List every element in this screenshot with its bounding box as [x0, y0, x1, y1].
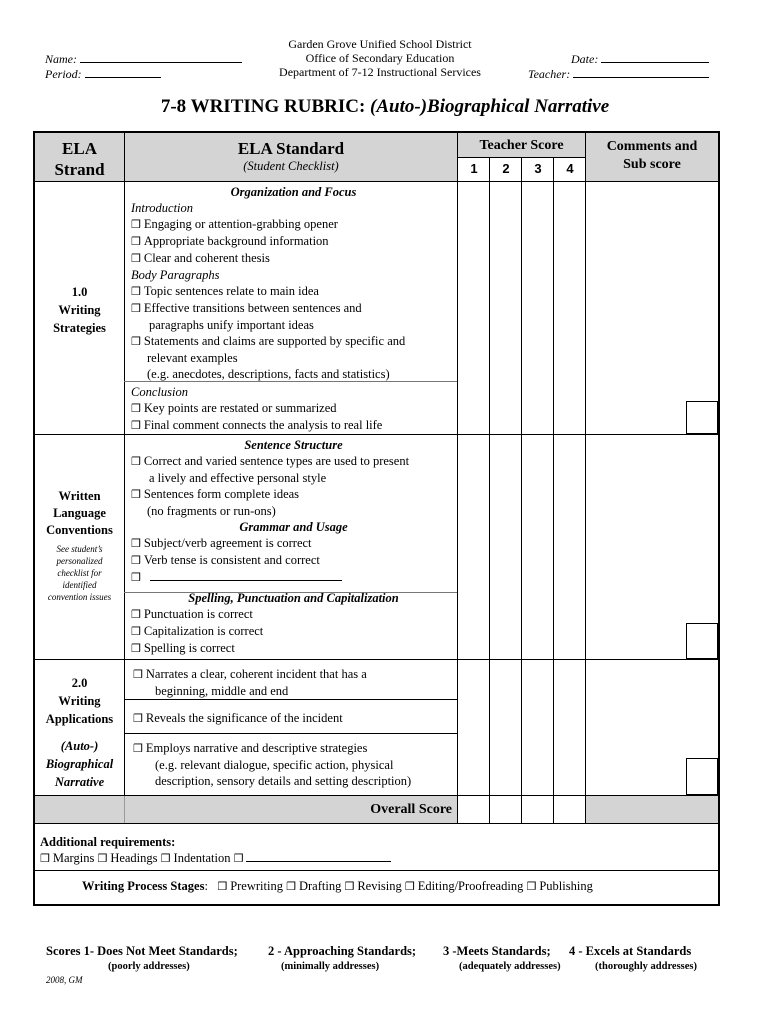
department-name: Department of 7-12 Instructional Services: [279, 65, 481, 79]
date-field[interactable]: Date:: [571, 52, 709, 66]
genre-l3: Narrative: [54, 775, 105, 789]
strand1-num: 1.0: [71, 285, 88, 299]
note-l3: checklist for: [57, 568, 102, 578]
checklist-item[interactable]: ❒ Employs narrative and descriptive strategies: [133, 740, 455, 757]
checklist-item-cont: description, sensory details and setting description): [155, 774, 412, 788]
checklist-item-cont: (no fragments or run-ons): [147, 504, 276, 518]
strand3-name-l2: Applications: [45, 712, 114, 726]
process-label: Writing Process Stages: [82, 879, 205, 893]
score-col-4: 4: [566, 161, 574, 176]
teacher-label: Teacher: [528, 67, 567, 81]
strand3-name-l1: Writing: [58, 694, 101, 708]
legend-3: 3 -Meets Standards;: [443, 944, 551, 958]
strand-writing-applications: [35, 674, 124, 728]
checklist-item[interactable]: ❒ Reveals the significance of the incident: [133, 710, 455, 727]
name-field[interactable]: Name:: [45, 52, 242, 66]
spelling-heading-b: , Punctuation and Capitalization: [230, 591, 399, 605]
strand1-name-l1: Writing: [58, 303, 101, 317]
prewriting-checkbox[interactable]: ❒ Prewriting: [217, 879, 283, 893]
spelling-heading: [131, 590, 456, 606]
checklist-item[interactable]: ❒ Subject/verb agreement is correct: [131, 535, 456, 552]
checklist-blank-item[interactable]: [131, 569, 456, 586]
strand-header-l1: ELA: [62, 139, 97, 158]
title-main: 7-8 WRITING RUBRIC:: [160, 96, 371, 117]
overall-comment-bg: [586, 796, 718, 823]
editing-checkbox[interactable]: ❒ Editing/Proofreading: [405, 879, 523, 893]
subscore-box-3[interactable]: [686, 758, 718, 795]
checklist-item[interactable]: ❒ Punctuation is correct: [131, 606, 456, 623]
comments-l1: Comments and: [606, 139, 698, 154]
note-l2: personalized: [56, 556, 103, 566]
checklist-item[interactable]: ❒ Appropriate background information: [131, 233, 456, 250]
checklist-item[interactable]: ❒ Verb tense is consistent and correct: [131, 552, 456, 569]
period-field[interactable]: Period:: [45, 67, 161, 81]
checklist-item[interactable]: ❒ Key points are restated or summarized: [131, 400, 456, 417]
checklist-item-cont: relevant examples: [147, 351, 238, 365]
note-l4: identified: [62, 580, 97, 590]
publishing-checkbox[interactable]: ❒ Publishing: [526, 879, 592, 893]
legend-desc-1: (poorly addresses): [108, 961, 190, 972]
checklist-item[interactable]: ❒ Sentences form complete ideas: [131, 486, 456, 503]
strand2-name-l3: Conventions: [46, 523, 113, 537]
intro-label: Introduction: [131, 201, 194, 215]
additional-label: Additional requirements:: [40, 835, 176, 849]
teacher-field[interactable]: Teacher:: [528, 67, 709, 81]
org-focus-heading: Organization and Focus: [230, 185, 357, 199]
strand3-num: 2.0: [71, 676, 88, 690]
footer-note: 2008, GM: [46, 975, 83, 985]
genre-l2: Biographical: [45, 757, 114, 771]
sentence-structure-heading: Sentence Structure: [244, 438, 343, 452]
legend-desc-4: (thoroughly addresses): [595, 961, 698, 972]
name-blank[interactable]: [80, 62, 242, 63]
note-l5: convention issues: [47, 592, 112, 602]
district-name: Garden Grove Unified School District: [288, 37, 472, 51]
margins-checkbox[interactable]: ❒ Margins: [40, 851, 94, 865]
teacher-score-header: Teacher Score: [479, 138, 564, 153]
checklist-item-cont: beginning, middle and end: [155, 684, 289, 698]
district-header: [230, 37, 530, 79]
comments-header: [586, 138, 718, 174]
score-col-2: 2: [502, 161, 510, 176]
checklist-item[interactable]: ❒ Clear and coherent thesis: [131, 250, 456, 267]
strand3-item3: [133, 740, 455, 789]
date-blank[interactable]: [601, 62, 709, 63]
strand2-name-l2: Language: [53, 506, 106, 520]
date-label: Date: [571, 52, 595, 66]
period-label: Period: [45, 67, 78, 81]
legend-4: 4 - Excels at Standards: [569, 944, 692, 958]
indentation-checkbox[interactable]: ❒ Indentation: [161, 851, 231, 865]
other-requirement-blank[interactable]: [246, 861, 391, 862]
teacher-blank[interactable]: [573, 77, 709, 78]
strand1-name-l2: Strategies: [53, 321, 106, 335]
checklist-item-cont: a lively and effective personal style: [149, 471, 327, 485]
headings-checkbox[interactable]: ❒ Headings: [97, 851, 157, 865]
strand3-item1: [133, 666, 455, 699]
genre-l1: (Auto-): [60, 739, 99, 753]
checklist-item-cont: (e.g. anecdotes, descriptions, facts and statistics): [147, 367, 390, 381]
overall-score-label: Overall Score: [370, 802, 452, 817]
strand-writing-strategies: [35, 283, 124, 337]
checklist-item[interactable]: ❒ Final comment connects the analysis to real life: [131, 417, 456, 434]
subscore-box-1[interactable]: [686, 401, 718, 434]
standard-title: ELA Standard: [237, 139, 345, 158]
body-label: Body Paragraphs: [131, 268, 220, 282]
checklist-item[interactable]: ❒ Correct and varied sentence types are used to present: [131, 453, 456, 470]
strand-header: [35, 138, 124, 180]
checklist-item[interactable]: ❒ Engaging or attention-grabbing opener: [131, 216, 456, 233]
blank-line[interactable]: [150, 580, 342, 581]
page-title: [0, 96, 770, 118]
legend-desc-2: (minimally addresses): [281, 961, 380, 972]
writing-process-stages: Writing Process Stages: ❒ Prewriting ❒ Drafting ❒ Revising ❒ Editing/Proofreading ❒ Publishing: [82, 878, 593, 895]
office-name: Office of Secondary Education: [305, 51, 455, 65]
checklist-item[interactable]: ❒ Narrates a clear, coherent incident that has a: [133, 666, 455, 683]
checklist-item[interactable]: ❒ Effective transitions between sentences and: [131, 300, 456, 317]
legend-1: Scores 1- Does Not Meet Standards;: [46, 944, 238, 958]
checklist-item[interactable]: ❒ Spelling is correct: [131, 640, 456, 657]
checklist-item-cont: (e.g. relevant dialogue, specific action, physical: [155, 758, 394, 772]
revising-checkbox[interactable]: ❒ Revising: [344, 879, 401, 893]
checklist-item[interactable]: ❒ Capitalization is correct: [131, 623, 456, 640]
legend-desc-3: (adequately addresses): [459, 961, 561, 972]
comments-l2: Sub score: [623, 157, 681, 172]
convention-note: [35, 543, 124, 603]
checklist-subtitle: (Student Checklist): [243, 159, 339, 173]
drafting-checkbox[interactable]: ❒ Drafting: [286, 879, 341, 893]
strand2-name-l1: Written: [58, 489, 101, 503]
period-blank[interactable]: [85, 77, 161, 78]
strand3-item2: [133, 710, 455, 727]
title-sub: (Auto-)Biographical Narrative: [370, 96, 610, 117]
strand-header-l2: Strand: [54, 160, 105, 179]
score-col-3: 3: [534, 161, 542, 176]
strand3-genre: [35, 737, 124, 791]
spelling-heading-a: Spelling: [188, 591, 231, 605]
checklist-item-cont: paragraphs unify important ideas: [149, 318, 314, 332]
checklist-item[interactable]: ❒ Topic sentences relate to main idea: [131, 283, 456, 300]
score-col-1: 1: [470, 161, 478, 176]
grammar-heading: Grammar and Usage: [239, 520, 348, 534]
strand1-checklist: [131, 184, 456, 434]
strand-written-conventions: [35, 488, 124, 539]
name-label: Name: [45, 52, 73, 66]
subscore-box-2[interactable]: [686, 623, 718, 659]
other-requirement-checkbox[interactable]: [234, 851, 392, 865]
legend-2: 2 - Approaching Standards;: [268, 944, 417, 958]
note-l1: See student’s: [56, 544, 103, 554]
strand2-checklist: [131, 437, 456, 657]
additional-requirements: [40, 834, 391, 867]
checklist-item[interactable]: ❒ Statements and claims are supported by specific and: [131, 333, 456, 350]
standard-header: [125, 138, 457, 174]
conclusion-label: Conclusion: [131, 385, 188, 399]
